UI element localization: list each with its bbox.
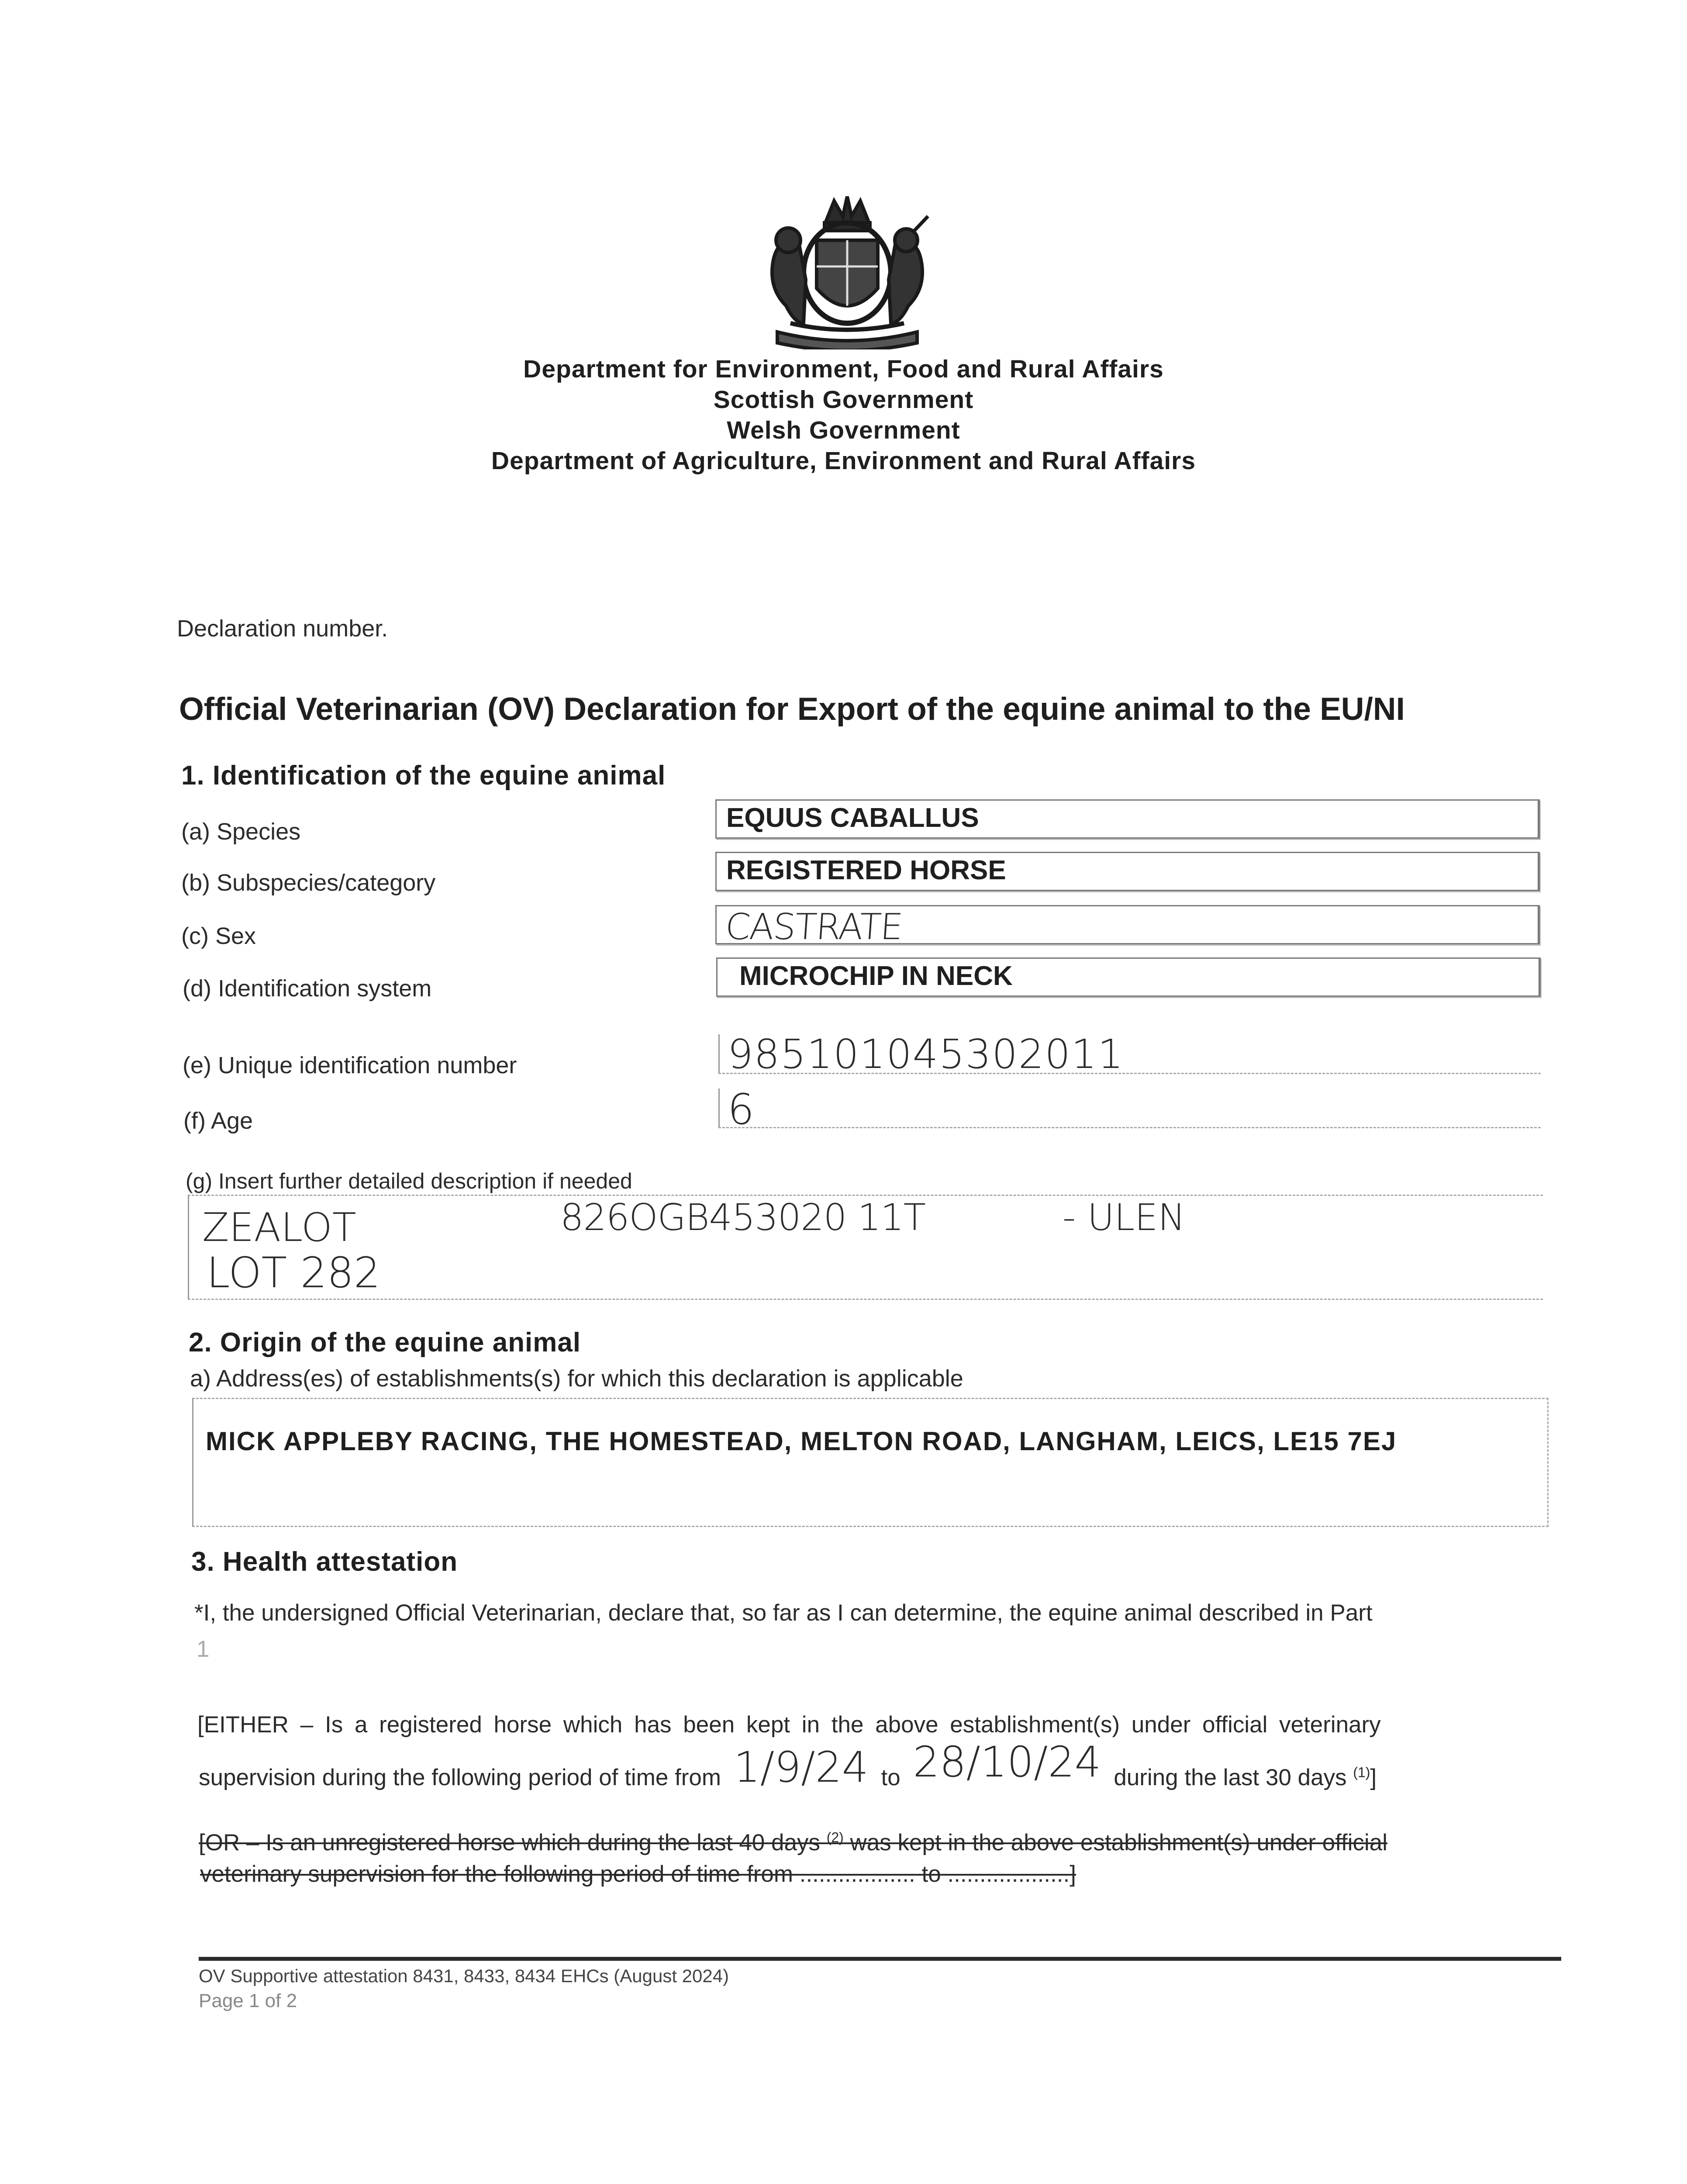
or-line1 [199,1829,1387,1856]
department-defra: Department for Environment, Food and Rural Affairs [523,355,1164,383]
subspecies-value: REGISTERED HORSE [726,855,1006,885]
subspecies-field [715,852,1540,891]
species-field [715,799,1540,839]
declaration-number-label: Declaration number. [177,615,388,642]
footer-divider [199,1957,1561,1961]
department-scottish-gov: Scottish Government [713,386,974,414]
sex-value: CASTRATE [724,906,904,948]
uin-value: 985101045302011 [728,1031,1124,1078]
or-dots-from: .................. [799,1861,915,1887]
id-system-label: (d) Identification system [183,975,432,1002]
sex-field [715,905,1540,948]
further-description-label: (g) Insert further detailed description if needed [186,1169,632,1193]
further-line1-extra: - ULEN [1063,1196,1186,1239]
species-value: EQUUS CABALLUS [726,803,979,833]
either-line2-end: during the last 30 days [1114,1765,1347,1790]
section-1-heading: 1. Identification of the equine animal [181,760,666,791]
attestation-intro-line2: 1 [197,1636,210,1662]
uin-label: (e) Unique identification number [183,1052,517,1078]
or-line1-end: was kept in the above establishment(s) under official [850,1830,1387,1856]
further-description-box [188,1195,1543,1300]
either-line1: [EITHER – Is a registered horse which has been kept in the above establishment(s) under official veterinary [197,1712,1381,1738]
further-line2-lot: LOT 282 [207,1248,381,1297]
footnote-ref-1: (1) [1353,1764,1370,1780]
further-line1-code: 826OGB453020 11T [560,1196,926,1239]
or-to-label: to [921,1861,941,1887]
attestation-intro-line1: *I, the undersigned Official Veterinarian, declare that, so far as I can determine, the equine animal described in Part [194,1600,1373,1626]
address-value: MICK APPLEBY RACING, THE HOMESTEAD, MELTON ROAD, LANGHAM, LEICS, LE15 7EJ [206,1427,1397,1456]
id-system-value: MICROCHIP IN NECK [739,961,1013,991]
age-label: (f) Age [183,1108,253,1134]
either-to-label: to [881,1765,900,1790]
further-line1-name: ZEALOT [202,1205,356,1251]
royal-coat-of-arms-logo [751,192,943,349]
subspecies-label: (b) Subspecies/category [181,870,436,896]
or-line2 [200,1861,1076,1887]
age-field [718,1085,1541,1134]
department-welsh-gov: Welsh Government [727,416,960,444]
sex-label: (c) Sex [181,923,256,949]
either-line2-start: supervision during the following period of time from [199,1765,721,1790]
section-2-sublabel: a) Address(es) of establishments(s) for which this declaration is applicable [190,1365,963,1392]
or-line1-start: [OR – Is an unregistered horse which during the last 40 days [199,1830,820,1856]
section-2-heading: 2. Origin of the equine animal [189,1327,581,1358]
or-line2-start: veterinary supervision for the following period of time from [200,1861,793,1887]
page-title: Official Veterinarian (OV) Declaration for Export of the equine animal to the EU/NI [179,691,1405,727]
section-3-heading: 3. Health attestation [191,1547,458,1577]
either-close-bracket: ] [1370,1765,1377,1790]
id-system-field [716,957,1541,997]
footer-page-number: Page 1 of 2 [199,1990,297,2011]
address-box [192,1398,1549,1527]
date-from-value: 1/9/24 [733,1743,869,1792]
footnote-ref-2: (2) [826,1829,844,1845]
date-to-value: 28/10/24 [913,1738,1101,1787]
department-daera: Department of Agriculture, Environment and Rural Affairs [491,447,1196,475]
age-value: 6 [728,1085,755,1134]
or-close-bracket: ] [1069,1861,1076,1887]
species-label: (a) Species [181,819,301,845]
footer-attestation: OV Supportive attestation 8431, 8433, 8434 EHCs (August 2024) [199,1966,729,1986]
either-line2 [199,1738,1377,1795]
uin-field [718,1031,1541,1078]
or-dots-to: ................... [947,1861,1070,1887]
